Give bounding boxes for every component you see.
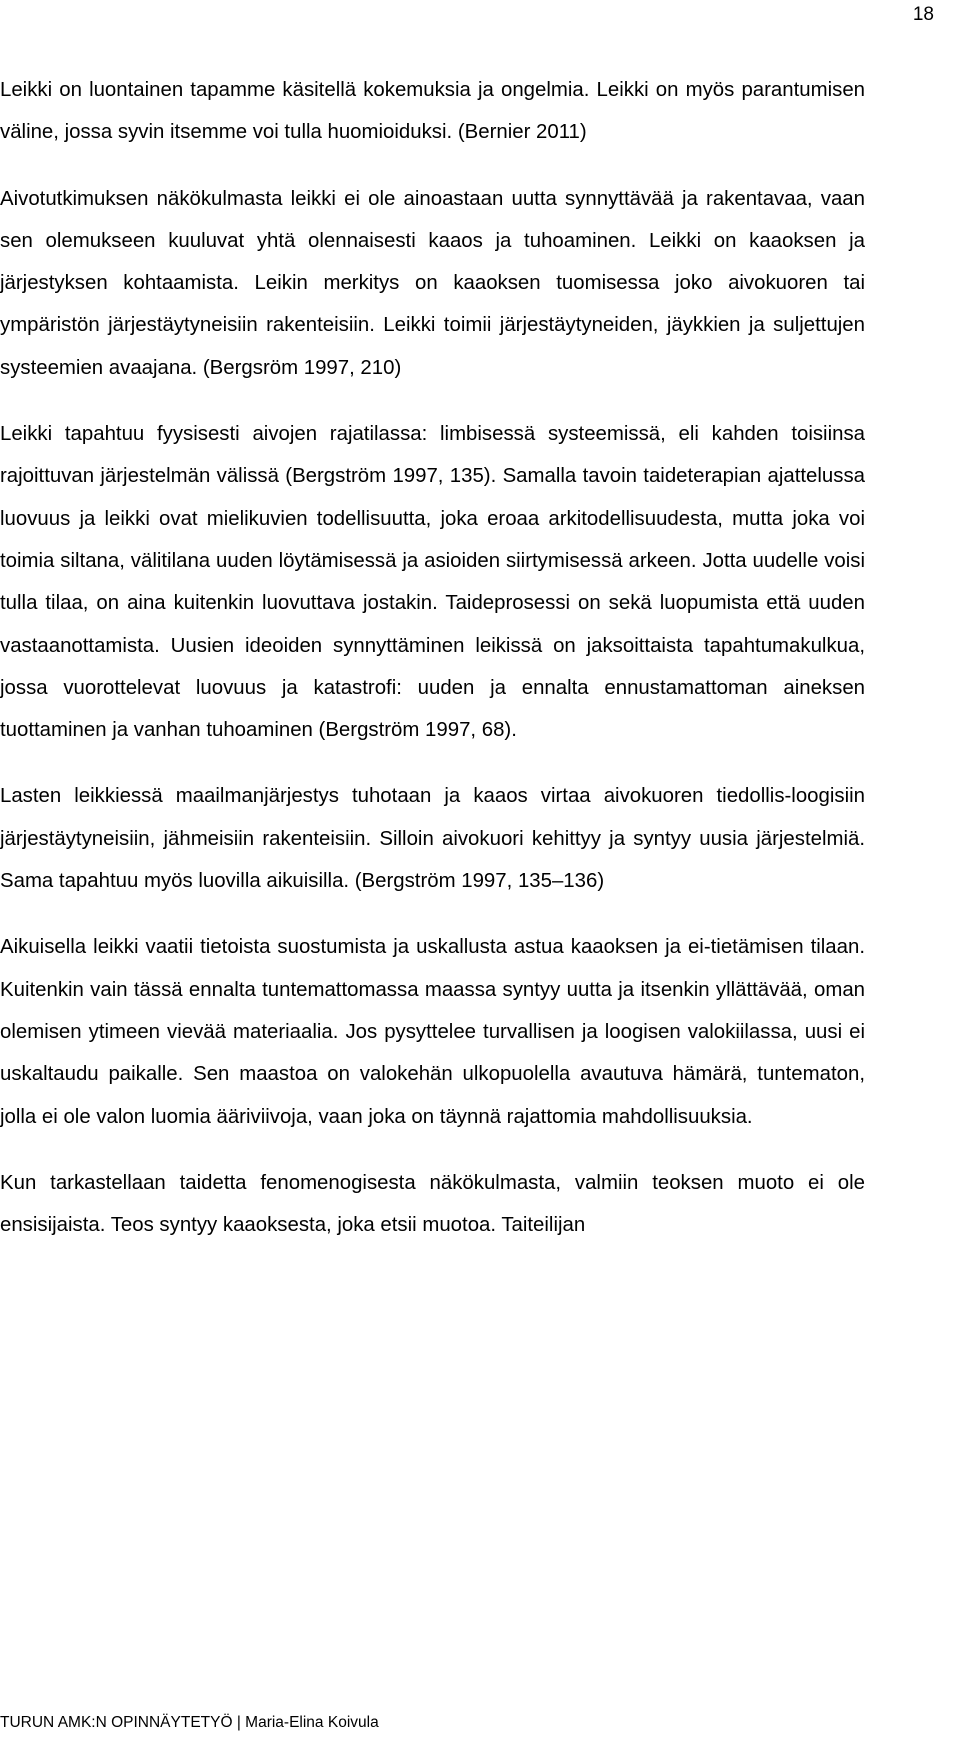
paragraph-2: Aivotutkimuksen näkökulmasta leikki ei ole ainoastaan uutta synnyttävää ja rakentavaa, vaan sen olemukseen kuuluvat yhtä olennaisesti kaaos ja tuhoaminen. Leikki on kaaoksen ja järjestyksen kohtaamista. Leikin merkitys on kaaoksen tuomisessa joko aivokuoren tai ympäristön järjestäytyneisiin rakenteisiin. Leikki toimii järjestäytyneiden, jäykkien ja suljettujen systeemien avaajana. (Bergsröm 1997, 210) <box>0 187 865 379</box>
paragraph-4: Lasten leikkiessä maailmanjärjestys tuhotaan ja kaaos virtaa aivokuoren tiedollis-loogisiin järjestäytyneisiin, jähmeisiin rakenteisiin. Silloin aivokuori kehittyy ja syntyy uusia järjestelmiä. Sama tapahtuu myös luovilla aikuisilla. (Bergström 1997, 135–136) <box>0 785 865 893</box>
paragraph-3: Leikki tapahtuu fyysisesti aivojen rajatilassa: limbisessä systeemissä, eli kahden toisiinsa rajoittuvan järjestelmän välissä (Bergström 1997, 135). Samalla tavoin taideterapian ajattelussa luovuus ja leikki ovat mielikuvien todellisuutta, joka eroaa arkitodellisuudesta, mutta joka voi toimia siltana, välitilana uuden löytämisessä ja asioiden siirtymisessä arkeen. Jotta uudelle voisi tulla tilaa, on aina kuitenkin luovuttava jostakin. Taideprosessi on sekä luopumista että uuden vastaanottamista. Uusien ideoiden synnyttäminen leikissä on jaksoittaista tapahtumakulkua, jossa vuorottelevat luovuus ja katastrofi: uuden ja ennalta ennustamattoman aineksen tuottaminen ja vanhan tuhoaminen (Bergström 1997, 68). <box>0 423 865 742</box>
paragraph-5: Aikuisella leikki vaatii tietoista suostumista ja uskallusta astua kaaoksen ja ei-tietämisen tilaan. Kuitenkin vain tässä ennalta tuntemattomassa maassa syntyy uutta ja itsenkin yllättävää, oman olemisen ytimeen vievää materiaalia. Jos pysyttelee turvallisen ja loogisen valokiilassa, uusi ei uskaltaudu paikalle. Sen maastoa on valokehän ulkopuolella avautuva hämärä, tuntematon, jolla ei ole valon luomia ääriviivoja, vaan joka on täynnä rajattomia mahdollisuuksia. <box>0 936 865 1128</box>
paragraph-1: Leikki on luontainen tapamme käsitellä kokemuksia ja ongelmia. Leikki on myös parantumisen väline, jossa syvin itsemme voi tulla huomioiduksi. (Bernier 2011) <box>0 79 865 144</box>
page-number: 18 <box>912 4 934 25</box>
paragraph-6: Kun tarkastellaan taidetta fenomenogisesta näkökulmasta, valmiin teoksen muoto ei ole ensisijaista. Teos syntyy kaaoksesta, joka etsii muotoa. Taiteilijan <box>0 1171 865 1237</box>
page-footer: TURUN AMK:N OPINNÄYTETYÖ | Maria-Elina Koivula <box>0 1714 379 1731</box>
document-body <box>0 69 865 1270</box>
